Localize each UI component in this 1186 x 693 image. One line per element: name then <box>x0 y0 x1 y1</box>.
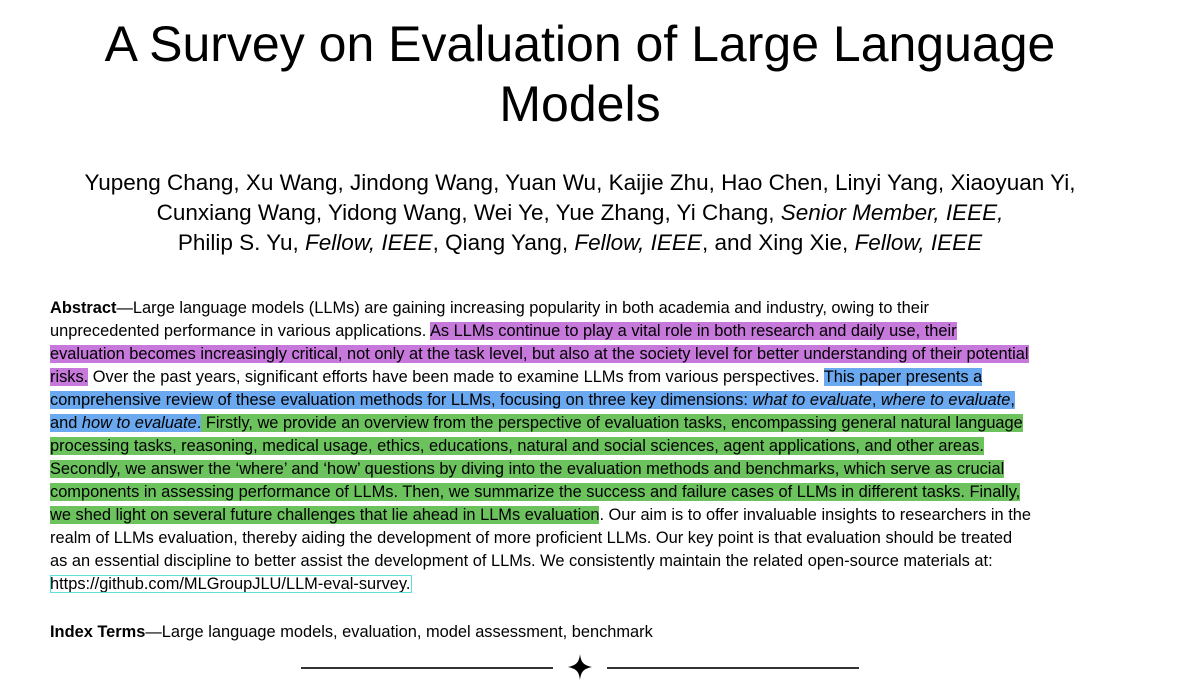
section-divider <box>0 652 1160 682</box>
emphasis-what: what to evaluate <box>752 391 872 409</box>
highlight-purple: As LLMs continue to play a vital role in both research and daily use, their <box>429 322 957 340</box>
abstract-text: and <box>50 414 82 432</box>
author-text: , Qiang Yang, <box>432 230 575 255</box>
paper-title <box>0 14 1160 134</box>
abstract-line-2 <box>50 320 1130 343</box>
abstract-text: comprehensive review of these evaluation methods for LLMs, focusing on three key dimensions: <box>50 391 753 409</box>
author-affiliation: Fellow, IEEE <box>854 230 983 255</box>
highlight-blue: This paper presents a <box>823 368 983 386</box>
highlight-blue <box>50 391 1015 409</box>
abstract-text: as an essential discipline to better assist the development of LLMs. We consistently maintain the related open-source materials at: <box>50 552 993 570</box>
abstract-section <box>50 297 1130 596</box>
author-text: Cunxiang Wang, Yidong Wang, Wei Ye, Yue Zhang, Yi Chang, <box>156 200 781 225</box>
divider-rule-left <box>301 667 553 669</box>
author-affiliation: Fellow, IEEE <box>305 230 433 255</box>
index-terms-text: —Large language models, evaluation, model assessment, benchmark <box>145 623 653 641</box>
divider-rule-right <box>607 667 859 669</box>
abstract-text: . Our aim is to offer invaluable insights to researchers in the <box>599 506 1031 524</box>
abstract-line-1 <box>50 297 1130 320</box>
link-period: . <box>405 575 411 593</box>
four-pointed-star-icon <box>567 653 593 681</box>
abstract-text: , <box>1010 391 1015 409</box>
author-text: , and Xing Xie, <box>701 230 855 255</box>
index-terms-heading: Index Terms <box>50 623 146 641</box>
author-affiliation: Fellow, IEEE <box>574 230 702 255</box>
abstract-line-11 <box>50 527 1130 550</box>
abstract-text: —Large language models (LLMs) are gaining increasing popularity in both academia and industry, owing to their <box>116 299 929 317</box>
abstract-line-5 <box>50 389 1130 412</box>
emphasis-how: how to evaluate <box>81 414 197 432</box>
github-link-text[interactable]: https://github.com/MLGroupJLU/LLM-eval-survey <box>50 575 406 593</box>
abstract-line-4 <box>50 366 1130 389</box>
abstract-text: unprecedented performance in various applications. <box>50 322 430 340</box>
author-text: Yupeng Chang, Xu Wang, Jindong Wang, Yuan Wu, Kaijie Zhu, Hao Chen, Linyi Yang, Xiaoyuan Yi, <box>84 170 1076 195</box>
abstract-line-12 <box>50 550 1130 573</box>
highlight-green: processing tasks, reasoning, medical usage, ethics, educations, natural and social sciences, agent applications, and other areas. <box>50 437 984 455</box>
emphasis-where: where to evaluate <box>880 391 1011 409</box>
abstract-text: realm of LLMs evaluation, thereby aiding the development of more proficient LLMs. Our key point is that evaluation should be treated <box>50 529 1013 547</box>
author-line-2 <box>0 198 1160 228</box>
author-text: Philip S. Yu, <box>177 230 306 255</box>
abstract-line-8 <box>50 458 1130 481</box>
title-line-2: Models <box>499 76 661 132</box>
author-affiliation: Senior Member, IEEE, <box>780 200 1004 225</box>
github-link[interactable] <box>50 575 412 593</box>
author-line-1 <box>0 168 1160 198</box>
abstract-line-13 <box>50 573 1130 596</box>
title-line-1: A Survey on Evaluation of Large Language <box>104 16 1056 72</box>
abstract-heading: Abstract <box>50 299 117 317</box>
index-terms <box>50 621 653 644</box>
abstract-line-7 <box>50 435 1130 458</box>
highlight-purple: evaluation becomes increasingly critical, not only at the task level, but also at the society level for better understanding of their potential <box>50 345 1029 363</box>
highlight-green: Secondly, we answer the ‘where’ and ‘how’ questions by diving into the evaluation methods and benchmarks, which serve as crucial <box>50 460 1005 478</box>
highlight-purple: risks. <box>50 368 89 386</box>
abstract-line-6 <box>50 412 1130 435</box>
abstract-text: Over the past years, significant efforts have been made to examine LLMs from various perspectives. <box>88 368 824 386</box>
abstract-line-3 <box>50 343 1130 366</box>
abstract-text: , <box>871 391 881 409</box>
author-line-3 <box>0 228 1160 258</box>
highlight-blue <box>50 414 201 432</box>
highlight-green: components in assessing performance of LLMs. Then, we summarize the success and failure cases of LLMs in different tasks. Finally, <box>50 483 1021 501</box>
highlight-green: Firstly, we provide an overview from the perspective of evaluation tasks, encompassing general natural language <box>201 414 1023 432</box>
abstract-line-10 <box>50 504 1130 527</box>
highlight-green: we shed light on several future challenges that lie ahead in LLMs evaluation <box>50 506 600 524</box>
author-list <box>0 168 1160 258</box>
abstract-line-9 <box>50 481 1130 504</box>
abstract-text: . <box>196 414 202 432</box>
